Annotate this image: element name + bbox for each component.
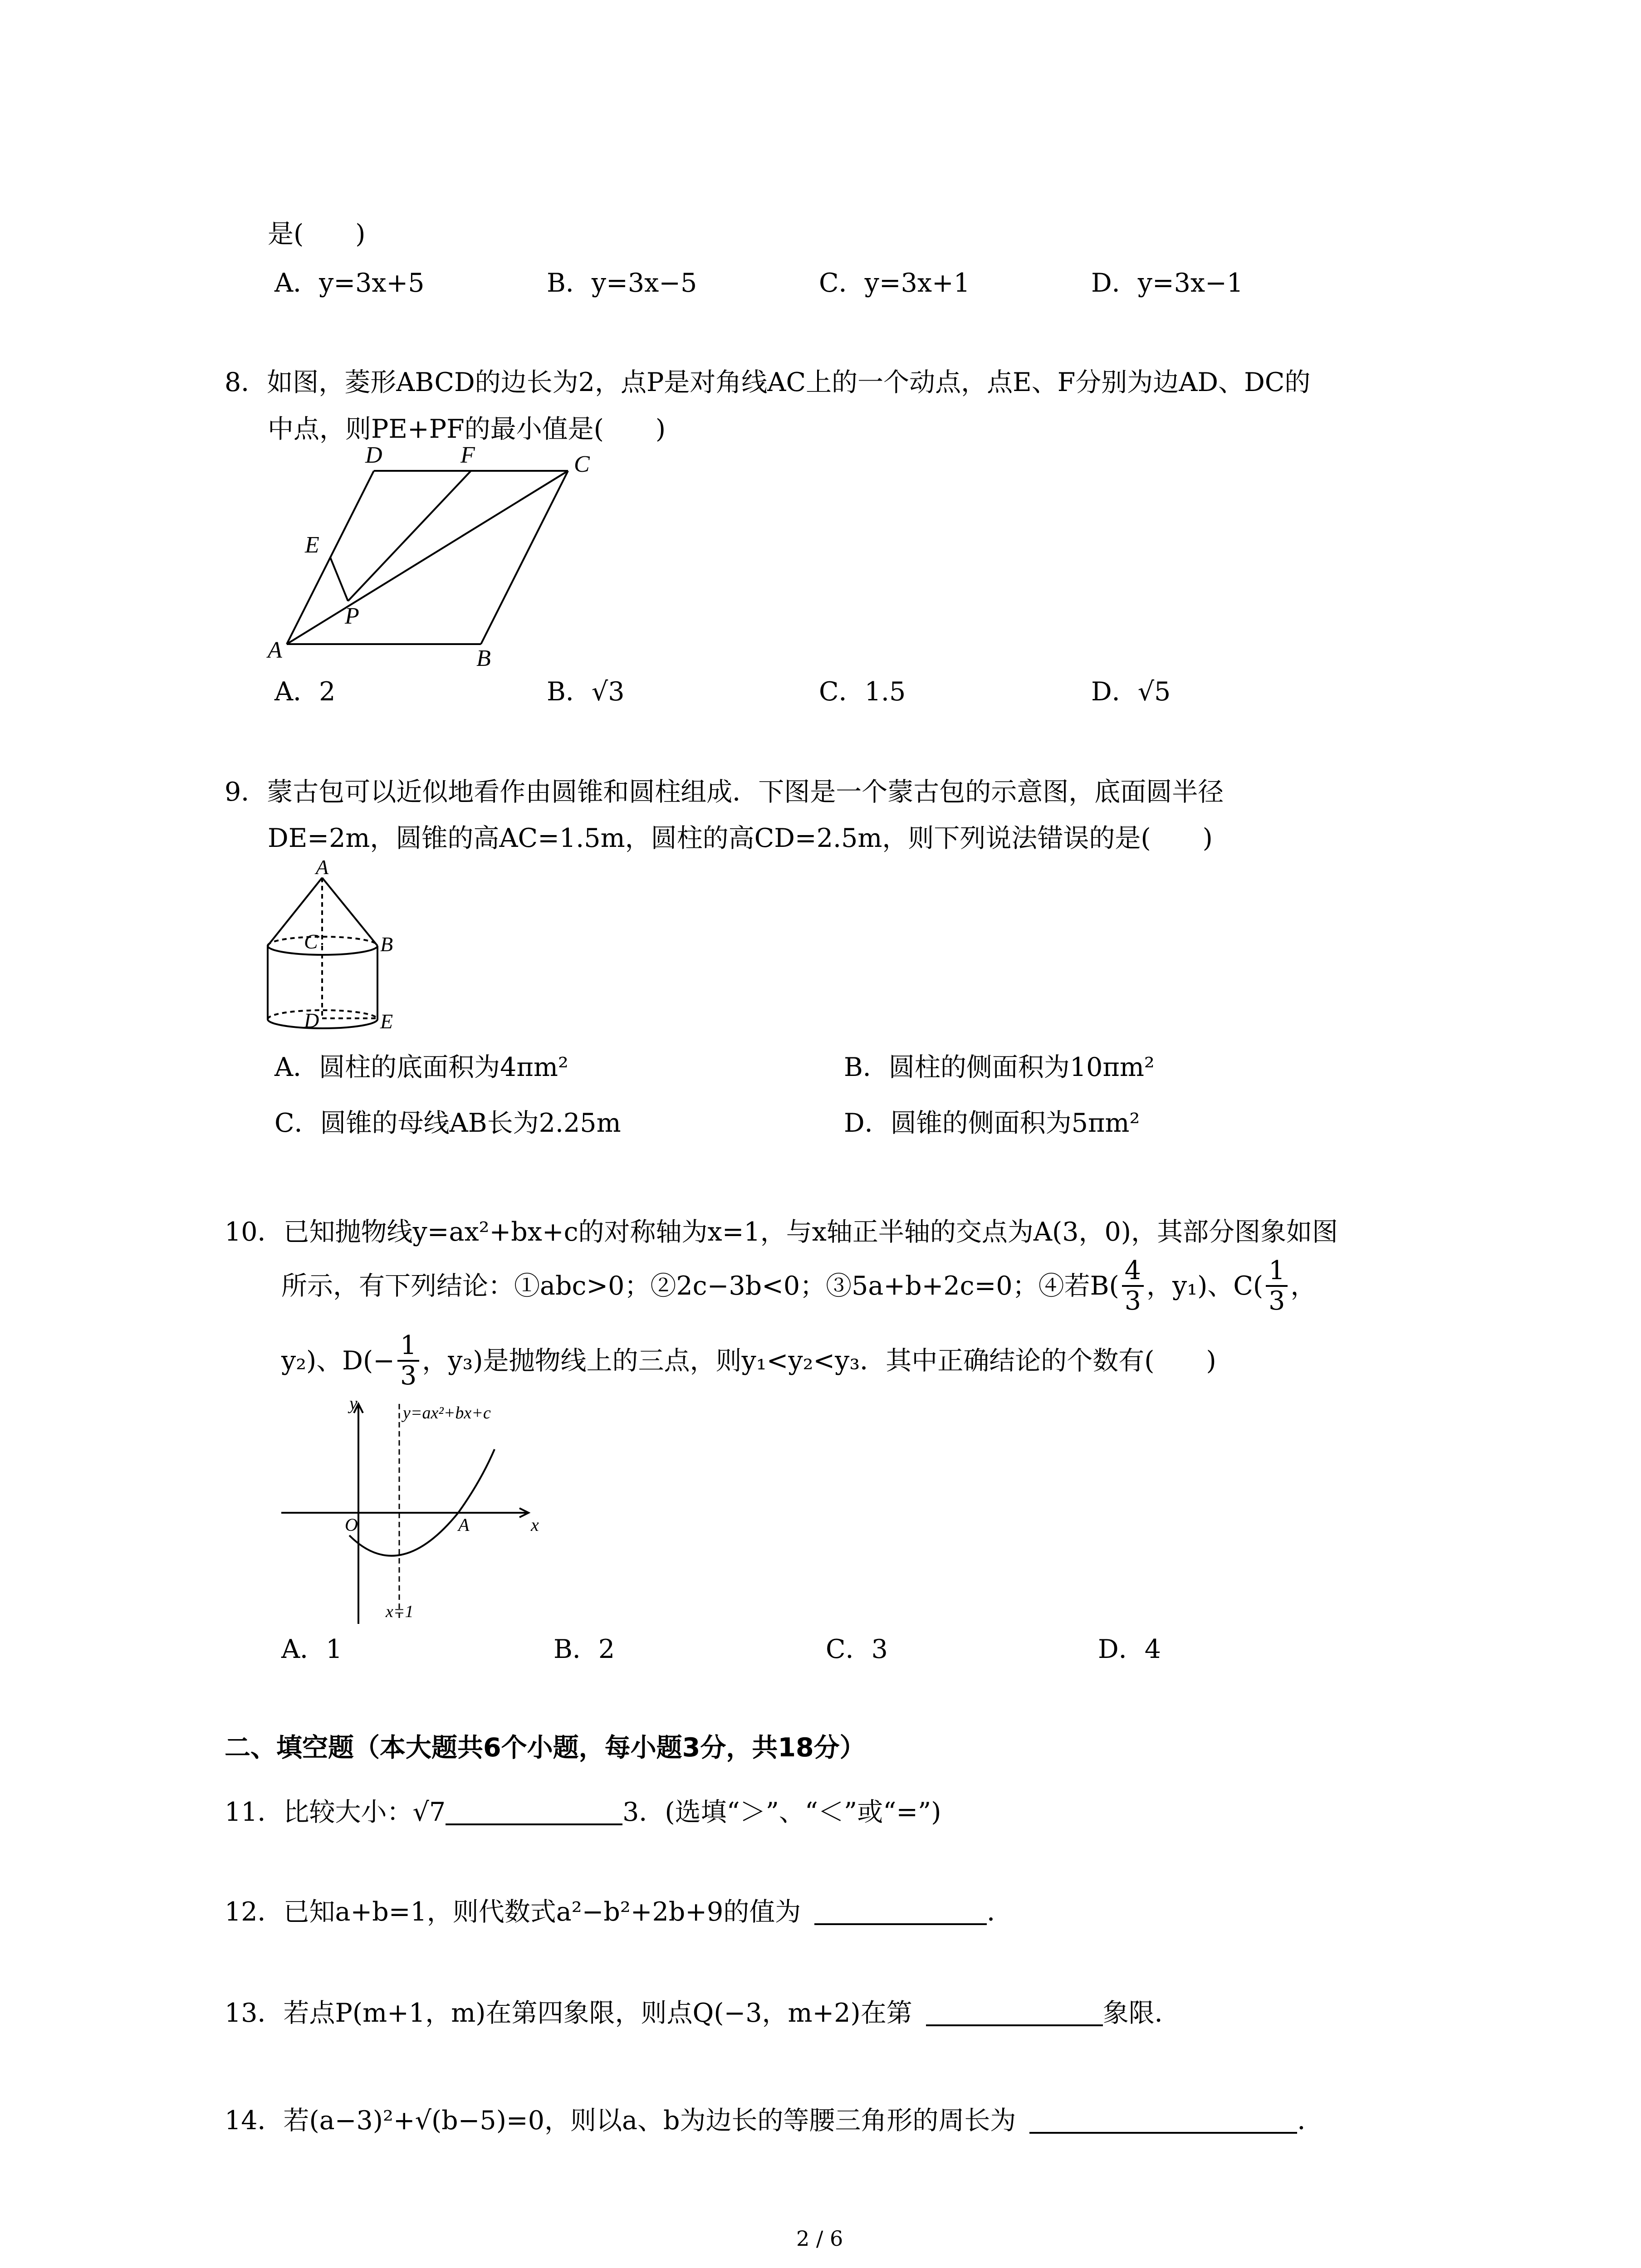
q9-option-b: B．圆柱的侧面积为10πm² — [844, 1052, 1155, 1082]
q9-option-a: A．圆柱的底面积为4πm² — [274, 1052, 568, 1082]
q9-label-a: A — [316, 855, 329, 879]
q10-frac3-numerator: 1 — [397, 1331, 419, 1362]
q10-line2-part-b: ，y₁)、C( — [1146, 1271, 1264, 1301]
q9-yurt-figure — [254, 855, 417, 1041]
q10-option-c: C．3 — [826, 1634, 888, 1664]
q14-answer-blank[interactable] — [1029, 2105, 1297, 2134]
q10-parabola-graph — [277, 1395, 549, 1631]
q9-option-d: D．圆锥的侧面积为5πm² — [844, 1108, 1140, 1138]
q9-stem-line1: 9．蒙古包可以近似地看作由圆锥和圆柱组成．下图是一个蒙古包的示意图，底面圆半径 — [225, 777, 1224, 807]
q8-label-a: A — [268, 637, 282, 663]
q10-frac2-denominator: 3 — [1269, 1286, 1285, 1316]
q9-label-d: D — [304, 1009, 319, 1032]
q12 — [225, 1896, 1013, 1925]
q10-point-a-label: A — [458, 1515, 470, 1535]
q13-stem: 13．若点P(m+1，m)在第四象限，则点Q(−3，m+2)在第 — [225, 1998, 912, 2028]
q7-tail: 是( ) — [268, 219, 366, 249]
q10-line3-part-b: ，y₃)是抛物线上的三点，则y₁<y₂<y₃．其中正确结论的个数有( ) — [422, 1345, 1216, 1376]
q10-origin-label: O — [345, 1515, 358, 1535]
q10-x-axis-label: x — [531, 1515, 539, 1535]
q7-option-a: A．y=3x+5 — [274, 268, 425, 298]
q10-symmetry-axis-label: x=1 — [386, 1602, 414, 1621]
q10-option-a: A．1 — [281, 1634, 343, 1664]
q9-label-b: B — [380, 933, 393, 956]
q10-curve-label: y=ax²+bx+c — [403, 1403, 491, 1422]
q10-stem-line3 — [281, 1327, 1216, 1395]
q10-fraction-1 — [1122, 1256, 1144, 1315]
q8-label-b: B — [476, 645, 491, 671]
q13-answer-blank[interactable] — [926, 1997, 1103, 2026]
q10-stem-line2 — [281, 1252, 1316, 1320]
q8-option-b: B．√3 — [547, 677, 625, 707]
q10-frac3-denominator: 3 — [400, 1361, 417, 1391]
q9-label-e: E — [380, 1010, 393, 1033]
q10-frac1-denominator: 3 — [1124, 1286, 1141, 1316]
q14-stem: 14．若(a−3)²+√(b−5)=0，则以a、b为边长的等腰三角形的周长为 — [225, 2106, 1016, 2136]
q8-label-f: F — [460, 442, 475, 468]
q9-label-c: C — [304, 930, 318, 953]
q10-option-b: B．2 — [554, 1634, 615, 1664]
q9-option-c: C．圆锥的母线AB长为2.25m — [274, 1108, 621, 1138]
q9-stem-line2: DE=2m，圆锥的高AC=1.5m，圆柱的高CD=2.5m，则下列说法错误的是( ) — [268, 823, 1213, 853]
q13-stem-tail: 象限． — [1102, 1998, 1181, 2028]
q12-stem: 12．已知a+b=1，则代数式a²−b²+2b+9的值为 — [225, 1897, 801, 1927]
q7-option-b: B．y=3x−5 — [547, 268, 697, 298]
q12-stem-tail: ． — [987, 1897, 1013, 1927]
q8-option-a: A．2 — [274, 677, 336, 707]
q8-option-c: C．1.5 — [819, 677, 906, 707]
section-2-heading: 二、填空题（本大题共6个小题，每小题3分，共18分） — [225, 1733, 866, 1763]
q10-frac2-numerator: 1 — [1266, 1256, 1288, 1287]
q11-stem-tail: 3．(选填“＞”、“＜”或“=”) — [622, 1797, 941, 1827]
q11 — [225, 1796, 941, 1825]
q14-stem-tail: ． — [1297, 2106, 1323, 2136]
q11-answer-blank[interactable] — [446, 1796, 622, 1825]
q8-rhombus-figure — [254, 442, 617, 680]
q8-stem-line2: 中点，则PE+PF的最小值是( ) — [268, 414, 666, 444]
q10-line2-part-a: 所示，有下列结论：①abc>0；②2c−3b<0；③5a+b+2c=0；④若B( — [281, 1271, 1119, 1301]
q10-fraction-2 — [1266, 1256, 1288, 1315]
q7-option-d: D．y=3x−1 — [1091, 268, 1244, 298]
q8-label-d: D — [365, 442, 382, 468]
q13 — [225, 1997, 1181, 2026]
q10-line2-part-c: ， — [1290, 1271, 1317, 1301]
q8-label-e: E — [305, 532, 319, 558]
page-number: 2 / 6 — [796, 2226, 843, 2251]
q10-y-axis-label: y — [349, 1393, 358, 1413]
q8-stem-line1: 8．如图，菱形ABCD的边长为2，点P是对角线AC上的一个动点，点E、F分别为边AD、DC的 — [225, 367, 1311, 397]
q8-label-p: P — [345, 603, 359, 629]
q7-option-c: C．y=3x+1 — [819, 268, 970, 298]
q8-option-d: D．√5 — [1091, 677, 1171, 707]
q10-line3-part-a: y₂)、D(− — [281, 1345, 395, 1376]
q12-answer-blank[interactable] — [814, 1896, 987, 1925]
q10-fraction-3 — [397, 1331, 419, 1390]
q10-frac1-numerator: 4 — [1122, 1256, 1144, 1287]
q14 — [225, 2105, 1323, 2134]
q8-label-c: C — [574, 451, 590, 477]
q10-option-d: D．4 — [1098, 1634, 1161, 1664]
q10-stem-line1: 10．已知抛物线y=ax²+bx+c的对称轴为x=1，与x轴正半轴的交点为A(3，0)，其部分图象如图 — [225, 1217, 1338, 1247]
q11-stem: 11．比较大小：√7 — [225, 1797, 446, 1827]
